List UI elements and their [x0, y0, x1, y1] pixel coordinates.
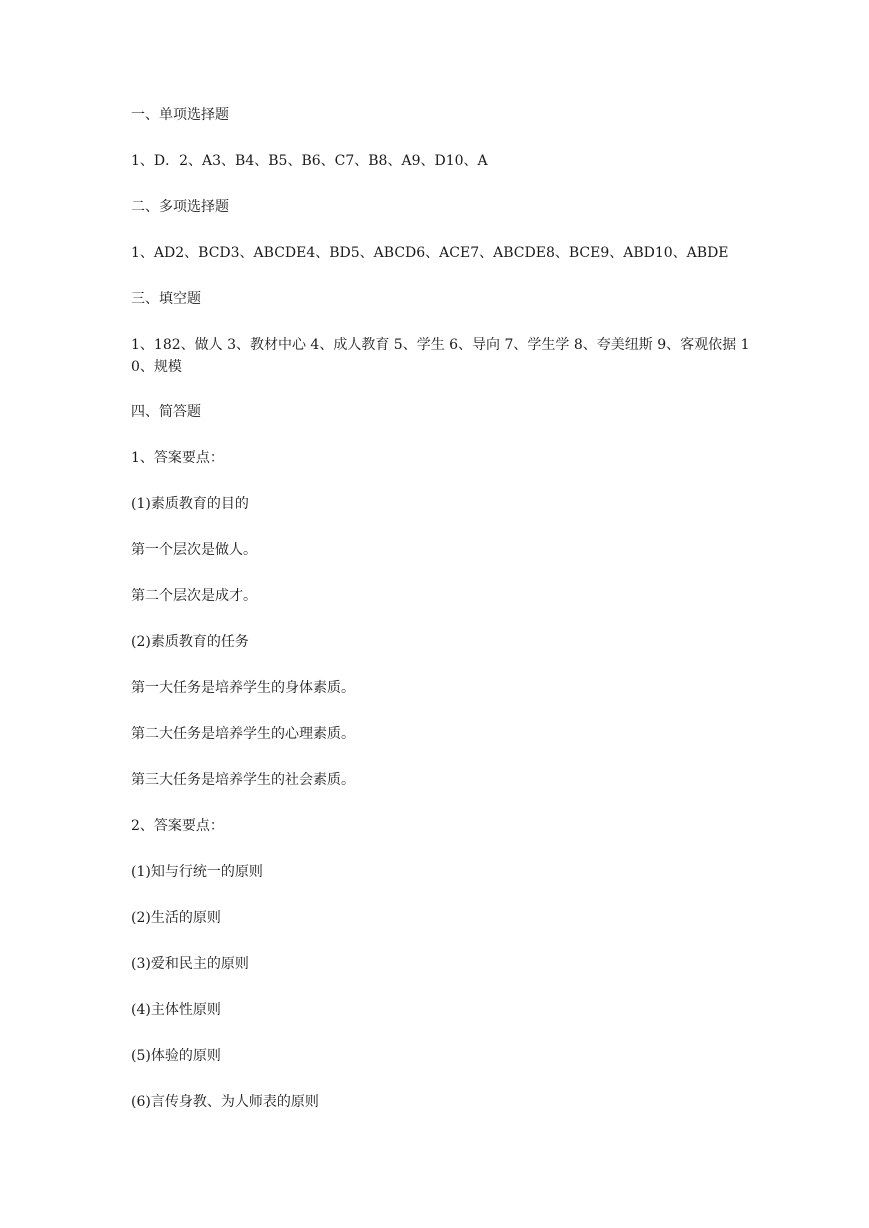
single-choice-answers: 1、D．2、A3、B4、B5、B6、C7、B8、A9、D10、A: [131, 153, 488, 169]
answer-1-point-2-task-2: 第二大任务是培养学生的心理素质。: [131, 726, 355, 742]
answer-2-principle-1: (1)知与行统一的原则: [131, 864, 263, 880]
answer-1-point-1: (1)素质教育的目的: [131, 496, 249, 512]
answer-1-point-2-task-1: 第一大任务是培养学生的身体素质。: [131, 680, 355, 696]
section-heading-multiple-choice: 二、多项选择题: [131, 199, 229, 215]
multiple-choice-answers: 1、AD2、BCD3、ABCDE4、BD5、ABCD6、ACE7、ABCDE8、BCE9、ABD10、ABDE: [131, 245, 729, 261]
answer-1-point-1-level-1: 第一个层次是做人。: [131, 542, 257, 558]
section-heading-fill-blank: 三、填空题: [131, 291, 201, 307]
answer-2-principle-3: (3)爱和民主的原则: [131, 956, 249, 972]
answer-1-heading: 1、答案要点：: [131, 450, 224, 466]
section-heading-short-answer: 四、简答题: [131, 404, 201, 420]
section-heading-single-choice: 一、单项选择题: [131, 107, 229, 123]
fill-blank-answers: 1、182、做人 3、教材中心 4、成人教育 5、学生 6、导向 7、学生学 8、夸美纽斯 9、客观依据 10、规模: [131, 337, 750, 375]
answer-2-principle-6: (6)言传身教、为人师表的原则: [131, 1094, 319, 1110]
answer-1-point-2-task-3: 第三大任务是培养学生的社会素质。: [131, 772, 355, 788]
answer-2-principle-2: (2)生活的原则: [131, 910, 221, 926]
answer-1-point-2: (2)素质教育的任务: [131, 634, 249, 650]
answer-2-heading: 2、答案要点：: [131, 818, 224, 834]
answer-2-principle-4: (4)主体性原则: [131, 1002, 221, 1018]
answer-2-principle-5: (5)体验的原则: [131, 1048, 221, 1064]
answer-1-point-1-level-2: 第二个层次是成才。: [131, 588, 257, 604]
